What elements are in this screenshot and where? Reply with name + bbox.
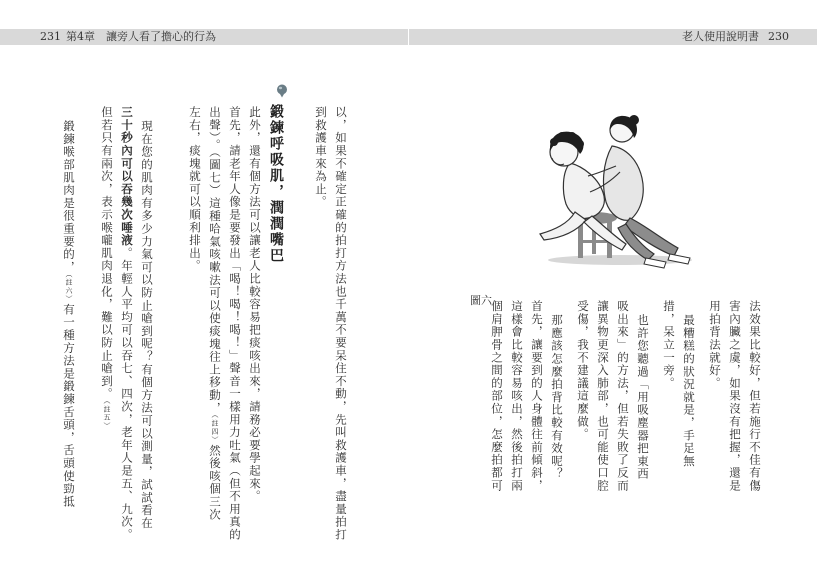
text-line-8 xyxy=(120,106,134,541)
text-line-1: 以，如果不確定正確的拍打方法也千萬不要呆住不動，先叫救護車，盡量拍打 xyxy=(334,106,348,542)
text-line-9-a: 但若只有兩次，表示喉嚨肌肉退化，難以防止嗆到。 xyxy=(100,106,114,401)
text-line-5-b: 然後咳個三次 xyxy=(208,444,222,522)
figure-illustration xyxy=(530,108,700,273)
text-line-10-a: 鍛鍊喉部肌肉是很重要的， xyxy=(62,120,76,274)
right-line-8: 讓異物更深入肺部，也可能使口腔 xyxy=(596,300,610,492)
chapter-title: 第4章 讓旁人看了擔心的行為 xyxy=(66,30,216,43)
right-line-13: 個肩胛骨之間的部位，怎麼拍都可 xyxy=(490,300,504,492)
text-line-7: 現在您的肌肉有多少力氣可以防止嗆到呢？有個方法可以測量，試試看在 xyxy=(140,120,154,530)
right-line-5: 措，呆立一旁。 xyxy=(662,300,676,390)
text-line-9 xyxy=(100,106,114,430)
right-line-11: 首先，讓要到的人身體往前傾斜， xyxy=(530,300,544,492)
left-page-header xyxy=(0,29,408,45)
text-line-2: 到救護車來為止。 xyxy=(314,106,328,209)
figure-label: 圖六 xyxy=(470,294,492,307)
right-line-4: 最糟糕的狀況就是，手足無 xyxy=(682,314,696,468)
text-line-6: 左右，痰塊就可以順利排出。 xyxy=(188,106,202,273)
right-line-6: 也許您聽過「用吸塵器把東西 xyxy=(636,314,650,481)
right-line-1: 法效果比較好，但若施行不佳有傷 xyxy=(748,300,762,492)
right-line-2: 害內臟之虞，如果沒有把握，還是 xyxy=(728,300,742,492)
text-line-5 xyxy=(208,106,222,521)
right-line-9: 受傷，我不建議這麼做。 xyxy=(576,300,590,441)
balloon-icon xyxy=(276,84,288,98)
right-page-number: 230 xyxy=(768,30,789,43)
text-line-10-b: 有一種方法是鍛鍊舌頭，舌頭使勁抵 xyxy=(62,303,76,509)
text-line-8-b: 。年輕人平均可以吞七、四次，老年人是五、九次。 xyxy=(120,246,134,542)
text-line-3: 此外，還有個方法可以讓老人比較容易把痰咳出來，請務必要學起來。 xyxy=(248,106,262,503)
right-line-12: 這樣會比較容易咳出，然後拍打兩 xyxy=(510,300,524,492)
right-line-7: 吸出來」的方法，但若失敗了反而 xyxy=(616,300,630,492)
text-line-4: 首先，請老年人像是要發出「喝！喝！喝！」聲音一樣用力吐氣（但不用真的 xyxy=(228,106,242,542)
book-title: 老人使用說明書 xyxy=(682,30,759,43)
footnote-ref-4: （註四） xyxy=(211,414,219,445)
text-line-5-a: 出聲）。（圖七）這種哈氣咳嗽法可以使痰塊往上移動， xyxy=(208,106,222,415)
left-page-number: 231 xyxy=(40,30,61,43)
emphasis-text: 三十秒內可以吞幾次唾液 xyxy=(120,106,134,247)
right-line-10: 那應該怎麼拍背比較有效呢？ xyxy=(550,314,564,481)
footnote-ref-6: （註六） xyxy=(65,273,73,304)
right-page-header xyxy=(409,29,817,45)
right-line-3: 用拍背法就好。 xyxy=(708,300,722,390)
footnote-ref-5: （註五） xyxy=(103,400,111,431)
text-line-10 xyxy=(62,120,76,508)
section-heading: 鍛鍊呼吸肌，潤潤嘴巴 xyxy=(268,104,284,264)
